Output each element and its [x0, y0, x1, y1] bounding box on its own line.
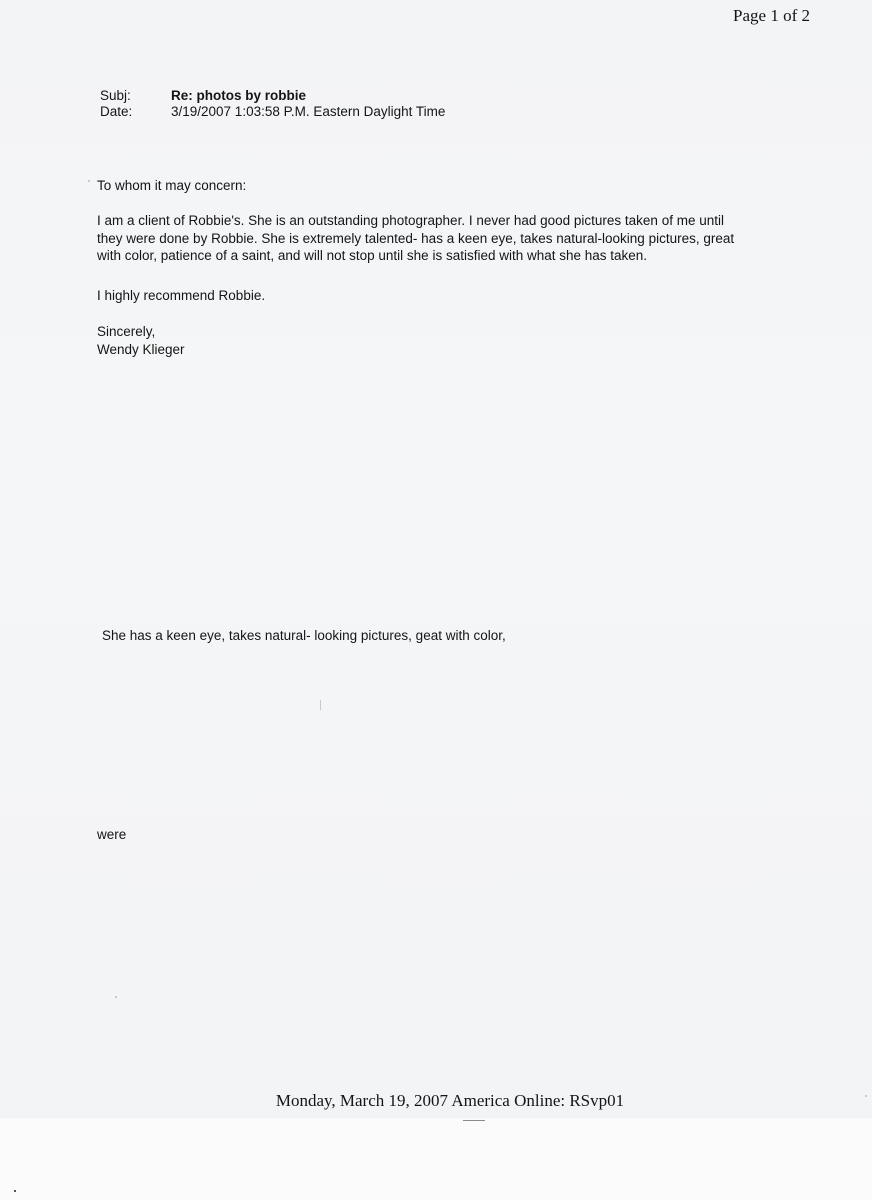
letter-greeting: To whom it may concern:	[97, 178, 247, 193]
date-label: Date:	[100, 104, 133, 119]
email-header	[100, 88, 445, 120]
letter-closing: Sincerely,	[97, 324, 156, 339]
scan-speck	[115, 996, 117, 998]
subject-row	[100, 88, 445, 104]
scan-bottom-edge	[0, 1118, 872, 1200]
subject-value: Re: photos by robbie	[171, 88, 306, 103]
paragraph-line: they were done by Robbie. She is extremely talented- has a keen eye, takes natural-looking pictures, great	[97, 230, 735, 246]
letter-recommendation: I highly recommend Robbie.	[97, 288, 266, 303]
paragraph-line: I am a client of Robbie's. She is an outstanding photographer. I never had good pictures taken of me until	[97, 213, 724, 228]
scan-speck	[88, 180, 90, 182]
paragraph-line: with color, patience of a saint, and will not stop until she is satisfied with what she has taken.	[97, 248, 648, 263]
annotation-quote: She has a keen eye, takes natural- looking pictures, geat with color,	[102, 628, 506, 643]
stray-word: were	[97, 827, 127, 842]
date-row	[100, 104, 445, 120]
subject-label: Subj:	[100, 88, 131, 103]
page-footer: Monday, March 19, 2007 America Online: RSvp01	[275, 1091, 625, 1110]
scan-speck	[865, 1095, 867, 1097]
scan-speck	[14, 1190, 16, 1192]
scan-speck	[320, 700, 321, 710]
page-number: Page 1 of 2	[733, 6, 810, 25]
scan-speck	[463, 1120, 485, 1121]
letter-paragraph	[97, 212, 734, 265]
date-value: 3/19/2007 1:03:58 P.M. Eastern Daylight Time	[171, 104, 446, 119]
letter-signature: Wendy Klieger	[97, 341, 185, 357]
letter-closing-block	[97, 323, 185, 358]
